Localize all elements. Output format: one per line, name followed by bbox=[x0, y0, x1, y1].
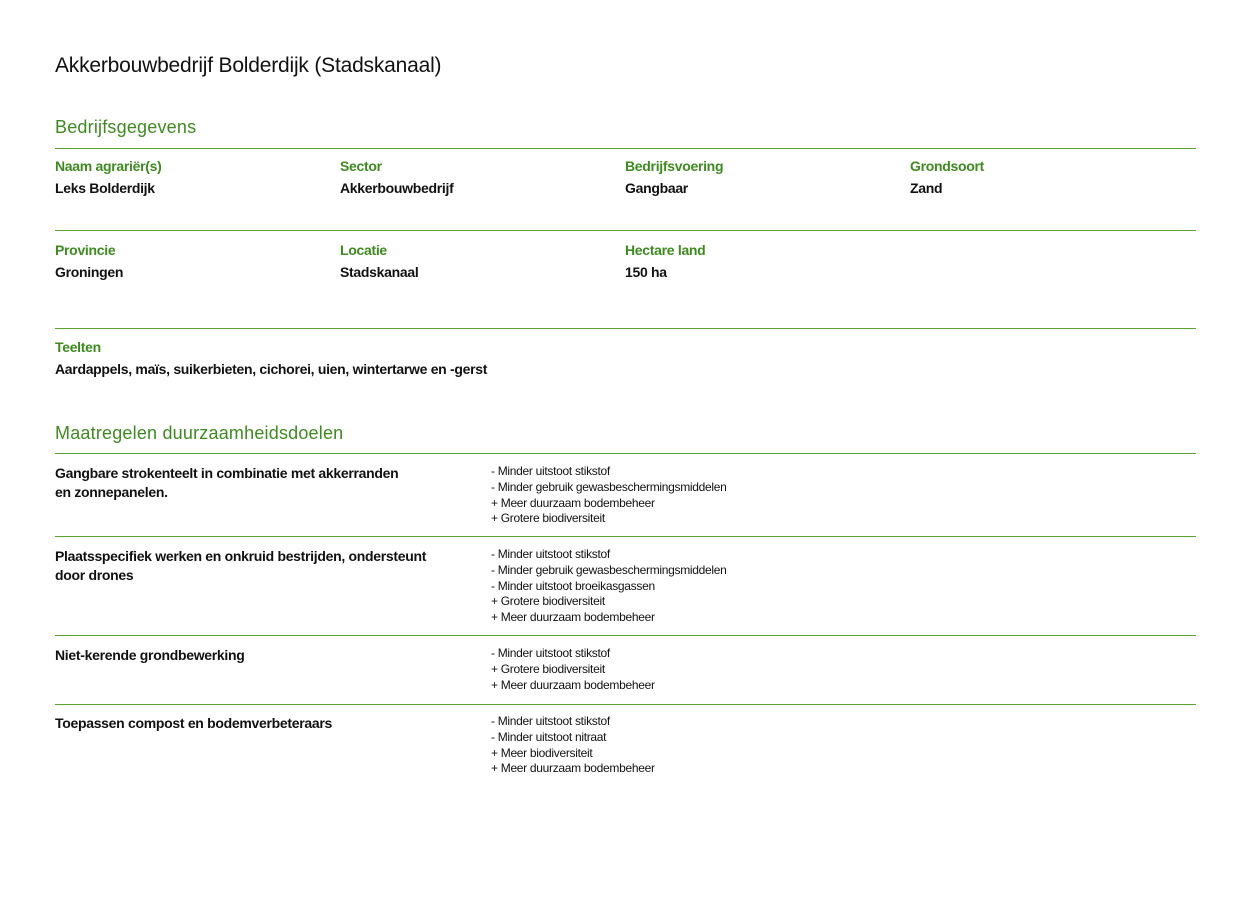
divider bbox=[55, 704, 1196, 705]
value-teelten: Aardappels, maïs, suikerbieten, cichorei, uien, wintertarwe en -gerst bbox=[55, 361, 488, 377]
value-hectare: 150 ha bbox=[625, 264, 667, 280]
value-grondsoort: Zand bbox=[910, 180, 943, 196]
measure-title-line: Gangbare strokenteelt in combinatie met akkerranden bbox=[55, 465, 399, 481]
value-sector: Akkerbouwbedrijf bbox=[340, 180, 454, 196]
section-title-maatregelen: Maatregelen duurzaamheidsdoelen bbox=[55, 423, 344, 443]
effect-item: - Minder uitstoot stikstof bbox=[491, 714, 610, 728]
value-locatie: Stadskanaal bbox=[340, 264, 419, 280]
label-teelten: Teelten bbox=[55, 339, 101, 355]
measure-title-line: Niet-kerende grondbewerking bbox=[55, 647, 245, 663]
measure-effects bbox=[491, 547, 727, 626]
measure-title bbox=[55, 714, 435, 733]
measure-title-line: door drones bbox=[55, 567, 134, 583]
measure-title bbox=[55, 464, 435, 502]
effect-item: + Grotere biodiversiteit bbox=[491, 661, 605, 676]
effect-item: - Minder gebruik gewasbeschermingsmiddelen bbox=[491, 479, 727, 494]
effect-item: - Minder gebruik gewasbeschermingsmiddelen bbox=[491, 562, 727, 577]
measure-title-line: Toepassen compost en bodemverbeteraars bbox=[55, 715, 332, 731]
effect-item: - Minder uitstoot broeikasgassen bbox=[491, 578, 655, 593]
label-provincie: Provincie bbox=[55, 242, 116, 258]
effect-item: - Minder uitstoot stikstof bbox=[491, 464, 610, 478]
measure-title-line: Plaatsspecifiek werken en onkruid bestrijden, ondersteunt bbox=[55, 548, 427, 564]
value-naam: Leks Bolderdijk bbox=[55, 180, 155, 196]
value-provincie: Groningen bbox=[55, 264, 124, 280]
effect-item: + Meer biodiversiteit bbox=[491, 745, 593, 760]
effect-item: - Minder uitstoot stikstof bbox=[491, 646, 610, 660]
effect-item: + Meer duurzaam bodembeheer bbox=[491, 677, 655, 692]
divider bbox=[55, 148, 1196, 149]
divider bbox=[55, 635, 1196, 636]
measure-title bbox=[55, 547, 435, 585]
effect-item: + Meer duurzaam bodembeheer bbox=[491, 761, 655, 776]
effect-item: + Grotere biodiversiteit bbox=[491, 511, 605, 526]
effect-item: + Meer duurzaam bodembeheer bbox=[491, 610, 655, 625]
effect-item: + Grotere biodiversiteit bbox=[491, 594, 605, 609]
divider bbox=[55, 230, 1196, 231]
measure-title-line: en zonnepanelen. bbox=[55, 484, 168, 500]
effect-item: - Minder uitstoot stikstof bbox=[491, 547, 610, 561]
label-hectare: Hectare land bbox=[625, 242, 706, 258]
divider bbox=[55, 453, 1196, 454]
measure-effects bbox=[491, 464, 727, 527]
label-naam: Naam agrariër(s) bbox=[55, 158, 162, 174]
value-bedrijfsvoering: Gangbaar bbox=[625, 180, 688, 196]
effect-item: - Minder uitstoot nitraat bbox=[491, 729, 607, 744]
page-title: Akkerbouwbedrijf Bolderdijk (Stadskanaal) bbox=[55, 54, 442, 77]
divider bbox=[55, 328, 1196, 329]
measure-effects bbox=[491, 646, 655, 693]
label-bedrijfsvoering: Bedrijfsvoering bbox=[625, 158, 724, 174]
effect-item: + Meer duurzaam bodembeheer bbox=[491, 495, 655, 510]
divider bbox=[55, 536, 1196, 537]
label-locatie: Locatie bbox=[340, 242, 387, 258]
label-grondsoort: Grondsoort bbox=[910, 158, 984, 174]
label-sector: Sector bbox=[340, 158, 382, 174]
measure-effects bbox=[491, 714, 655, 777]
section-title-bedrijfsgegevens: Bedrijfsgegevens bbox=[55, 117, 197, 137]
measure-title bbox=[55, 646, 435, 665]
